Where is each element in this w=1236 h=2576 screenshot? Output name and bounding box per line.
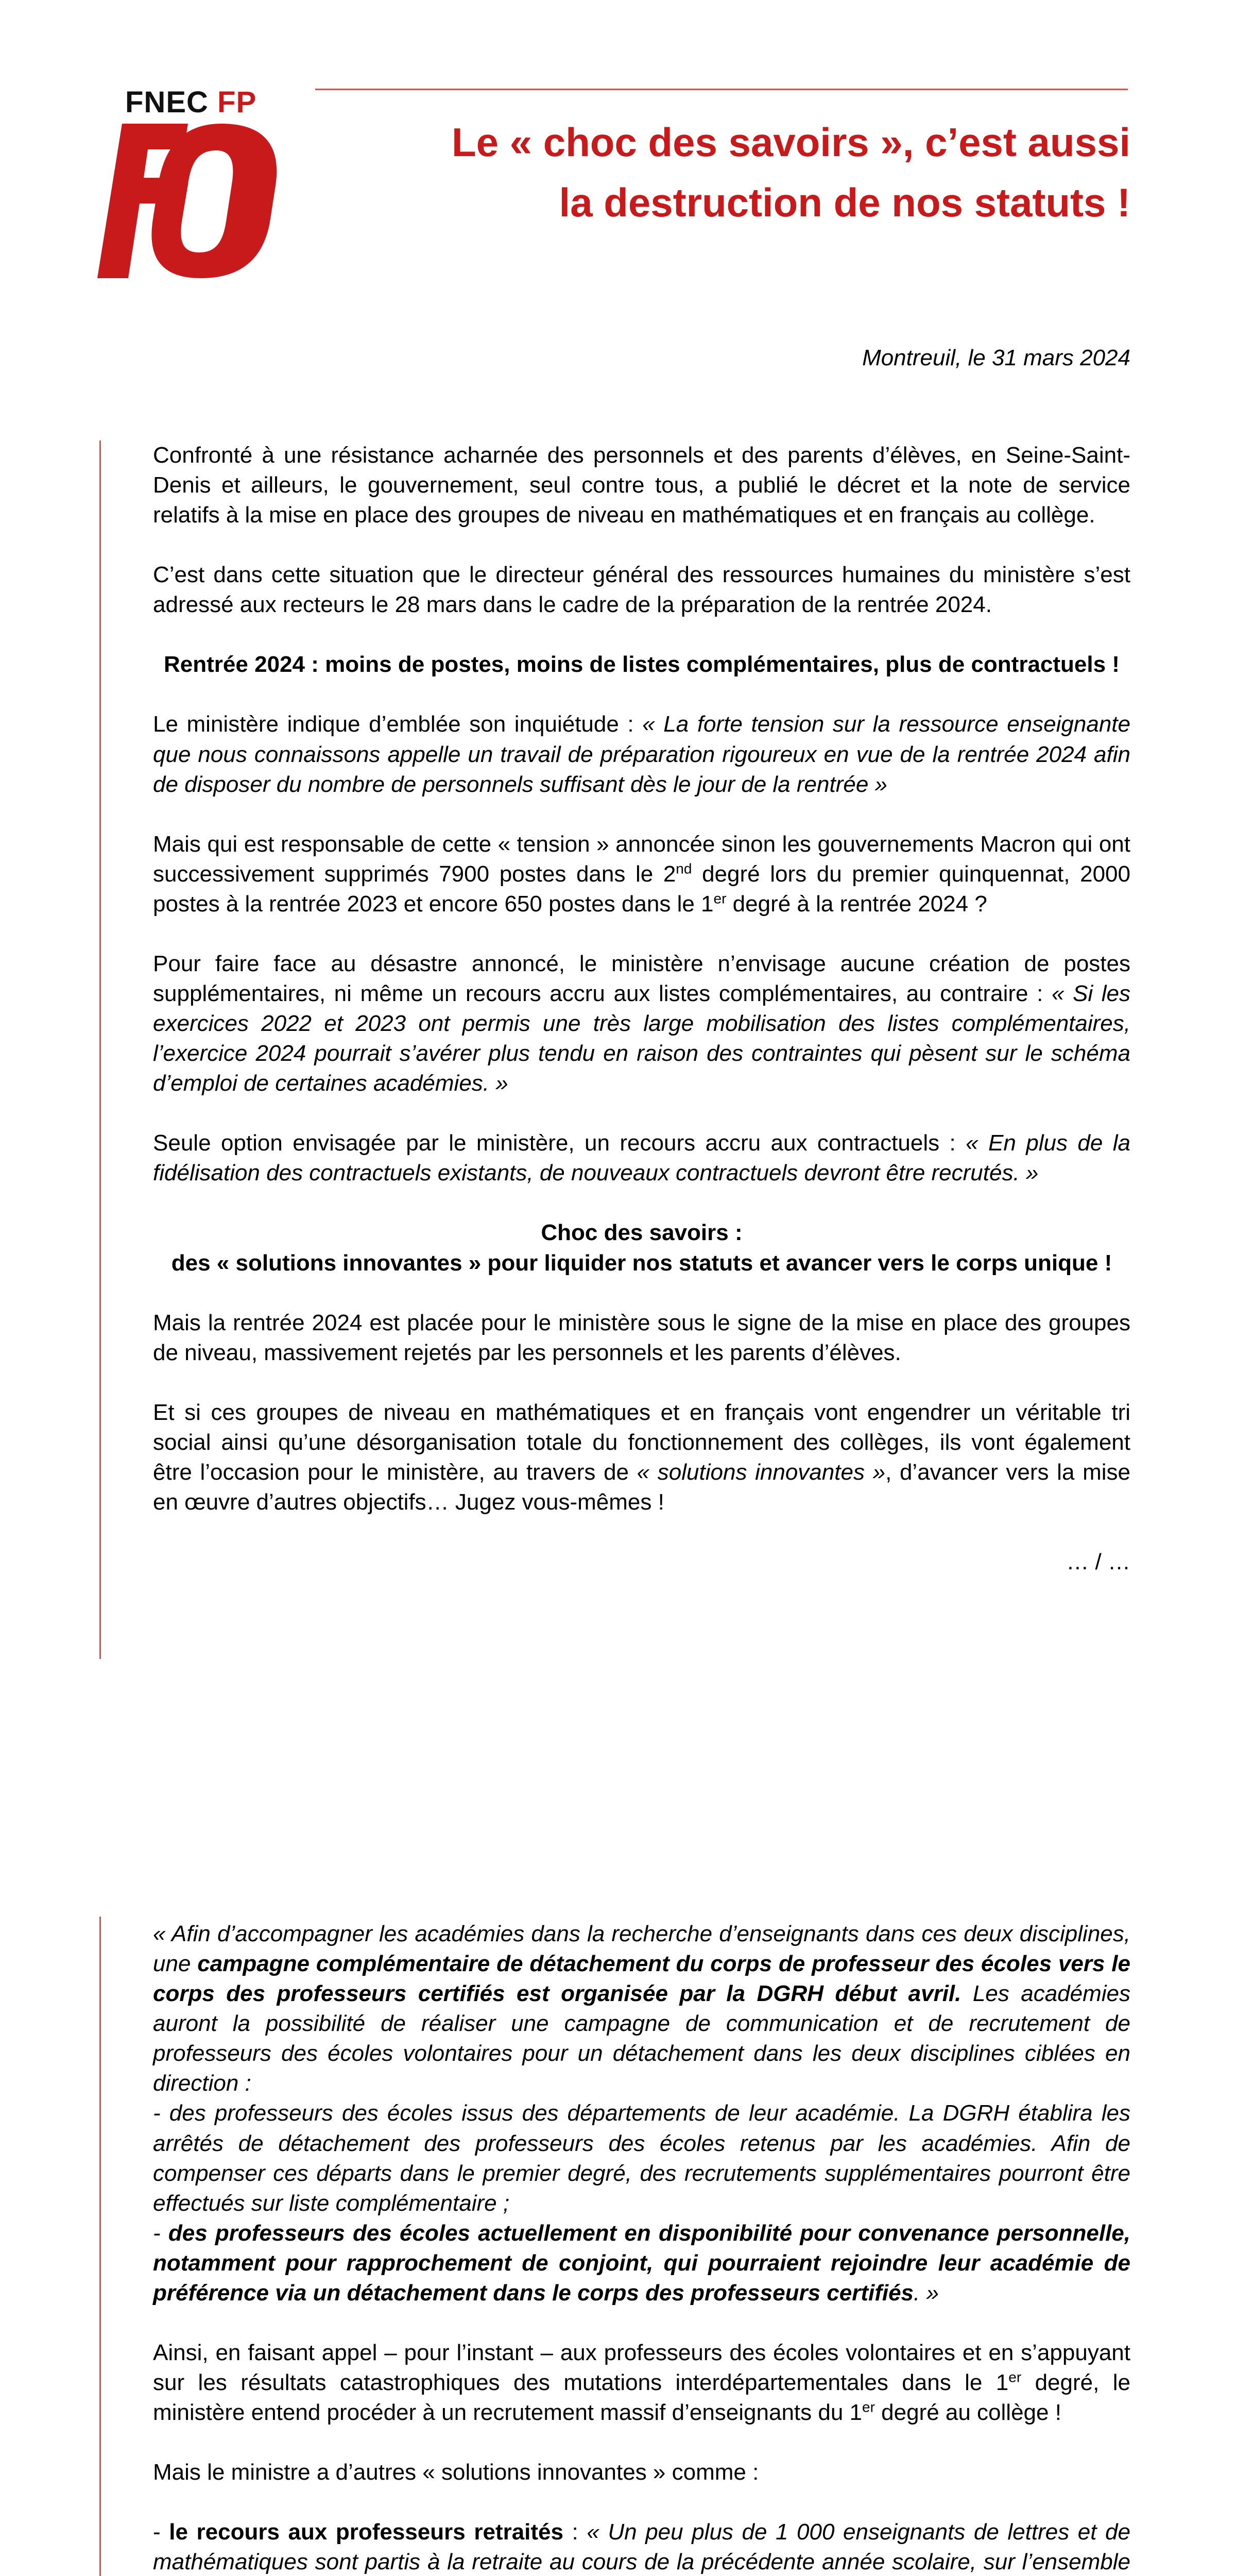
paragraph: Seule option envisagée par le ministère, un recours accru aux contractuels : « En plus de la fidélisation des contractuels existants, de nouveaux contractuels devront être recrutés. » [153, 1130, 1130, 1186]
fnec-fp-fo-logo [90, 88, 291, 283]
paragraph: Confronté à une résistance acharnée des personnels et des parents d’élèves, en Seine-Saint-Denis et ailleurs, le gouvernement, seul contre tous, a publié le décret et la note de service relatifs à la mise en place des groupes de niveau en mathématiques et en français au collège. [153, 443, 1130, 528]
quote-paragraph: - des professeurs des écoles issus des départements de leur académie. La DGRH établira les arrêtés de détachement des professeurs des écoles retenus par les académies. Afin de compenser ces départs dans le premier degré, des recrutements supplémentaires pourront être effectués sur liste complémentaire ; [153, 2100, 1130, 2216]
title-line-2: la destruction de nos statuts ! [559, 180, 1130, 225]
paragraph: Le ministère indique d’emblée son inquiétude : « La forte tension sur la ressource enseignante que nous connaissons appelle un travail de préparation rigoureux en vue de la rentrée 2024 afin de disposer du nombre de personnels suffisant dès le jour de la rentrée » [153, 711, 1130, 797]
bullet-item: - le recours aux professeurs retraités : « Un peu plus de 1 000 enseignants de lettres et de mathématiques sont partis à la retraite au cours de la précédente année scolaire, sur l’ensemble [153, 2519, 1130, 2575]
page-title [309, 112, 1130, 233]
paragraph: Pour faire face au désastre annoncé, le ministère n’envisage aucune création de postes supplémentaires, ni même un recours accru aux listes complémentaires, au contraire : « Si les exercices 2022 et 2023 ont permis une très large mobilisation des listes complémentaires, l’exercice 2024 pourrait s’avérer plus tendu en raison des contraintes qui pèsent sur le schéma d’emploi de certaines académies. » [153, 951, 1130, 1096]
quote-paragraph: - des professeurs des écoles actuellement en disponibilité pour convenance personnelle, notamment pour rapprochement de conjoint, qui pourraient rejoindre leur académie de préférence via un détachement dans le corps des professeurs certifiés. » [153, 2220, 1130, 2306]
paragraph: Et si ces groupes de niveau en mathématiques et en français vont engendrer un véritable tri social ainsi qu’une désorganisation totale du fonctionnement des collèges, ils vont également être l’occasion pour le ministère, au travers de « solutions innovantes », d’avancer vers la mise en œuvre d’autres objectifs… Jugez vous-mêmes ! [153, 1399, 1130, 1515]
header-rule [315, 89, 1128, 90]
paragraph: Mais qui est responsable de cette « tension » annoncée sinon les gouvernements Macron qui ont successivement supprimés 7900 postes dans le 2nd degré lors du premier quinquennat, 2000 postes à la rentrée 2023 et encore 650 postes dans le 1er degré à la rentrée 2024 ? [153, 831, 1130, 917]
page-1-body [153, 440, 1130, 1607]
quote-paragraph: « Afin d’accompagner les académies dans la recherche d’enseignants dans ces deux disciplines, une campagne complémentaire de détachement du corps de professeur des écoles vers le corps des professeurs certifiés est organisée par la DGRH début avril. Les académies auront la possibilité de réaliser une campagne de communication et de recrutement de professeurs des écoles volontaires pour un détachement dans les deux disciplines ciblées en direction : [153, 1921, 1131, 2096]
section-heading: Rentrée 2024 : moins de postes, moins de listes complémentaires, plus de contractuels ! [164, 652, 1120, 677]
margin-rule [99, 440, 101, 1659]
paragraph: Mais le ministre a d’autres « solutions innovantes » comme : [153, 2460, 759, 2485]
continued-marker: … / … [1066, 1549, 1130, 1575]
section-heading: Choc des savoirs : des « solutions innovantes » pour liquider nos statuts et avancer vers le corps unique ! [171, 1220, 1112, 1276]
dateline: Montreuil, le 31 mars 2024 [862, 345, 1130, 370]
title-line-1: Le « choc des savoirs », c’est aussi [451, 120, 1130, 165]
logo-fo-mark [90, 124, 291, 283]
page-2-body [153, 1919, 1130, 2576]
paragraph: C’est dans cette situation que le directeur général des ressources humaines du ministère s’est adressé aux recteurs le 28 mars dans le cadre de la préparation de la rentrée 2024. [153, 562, 1130, 618]
margin-rule [99, 1917, 101, 2576]
paragraph: Mais la rentrée 2024 est placée pour le ministère sous le signe de la mise en place des groupes de niveau, massivement rejetés par les personnels et les parents d’élèves. [153, 1310, 1130, 1365]
page-2 [0, 1793, 1236, 2576]
logo-wordmark: FNEC FP [125, 86, 257, 119]
paragraph: Ainsi, en faisant appel – pour l’instant – aux professeurs des écoles volontaires et en s’appuyant sur les résultats catastrophiques des mutations interdépartementales dans le 1er degré, le ministère entend procéder à un recrutement massif d’enseignants du 1er degré au collège ! [153, 2340, 1130, 2426]
